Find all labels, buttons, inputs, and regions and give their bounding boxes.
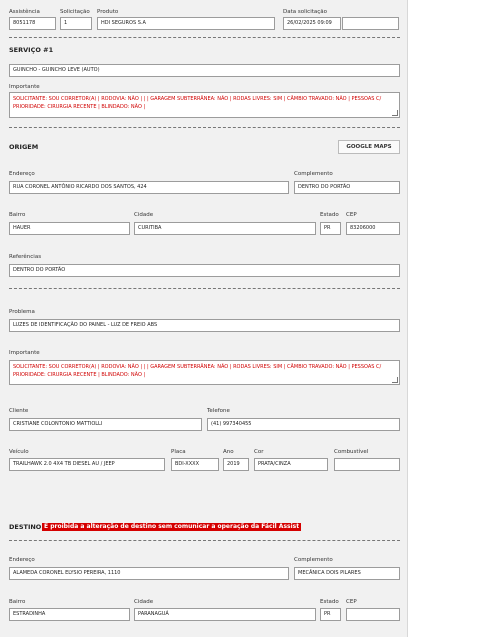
destino-cep-label: CEP [346, 599, 357, 605]
produto-label: Produto [97, 9, 119, 15]
cliente-label: Cliente [9, 408, 29, 414]
problema-importante-label: Importante [9, 350, 40, 356]
telefone-field[interactable]: (41) 997340455 [207, 418, 400, 431]
destino-bairro-label: Bairro [9, 599, 26, 605]
destino-estado-label: Estado [320, 599, 339, 605]
telefone-label: Telefone [207, 408, 230, 414]
origem-estado-label: Estado [320, 212, 339, 218]
assistencia-label: Assistência [9, 9, 40, 15]
divider [9, 127, 400, 128]
destino-complemento-field[interactable]: MECÂNICA DOIS PILARES [294, 567, 400, 580]
destino-cep-field[interactable] [346, 608, 400, 621]
origem-complemento-label: Complemento [294, 171, 333, 177]
destino-bairro-field[interactable]: ESTRADINHA [9, 608, 130, 621]
divider [9, 288, 400, 289]
placa-field[interactable]: BDI-XXXX [171, 458, 219, 471]
servico-field[interactable]: GUINCHO - GUINCHO LEVE (AUTO) [9, 64, 400, 77]
origem-cidade-label: Cidade [134, 212, 154, 218]
resize-handle-icon[interactable] [392, 377, 398, 383]
destino-estado-field[interactable]: PR [320, 608, 341, 621]
problema-importante-textarea[interactable] [9, 360, 400, 385]
combustivel-field[interactable] [334, 458, 400, 471]
assistencia-field[interactable]: 8051178 [9, 17, 56, 30]
produto-field[interactable]: HDI SEGUROS S.A [97, 17, 275, 30]
origem-title: ORIGEM [9, 143, 39, 151]
data-solicitacao-label: Data solicitação [283, 9, 328, 15]
origem-complemento-field[interactable]: DENTRO DO PORTÃO [294, 181, 400, 194]
destino-warning-badge: É proibida a alteração de destino sem comunicar a operação da Fácil Assist [44, 523, 300, 530]
divider [9, 540, 400, 541]
divider [9, 37, 400, 38]
veiculo-label: Veículo [9, 449, 29, 455]
origem-referencias-field[interactable]: DENTRO DO PORTÃO [9, 264, 400, 277]
origem-bairro-label: Bairro [9, 212, 26, 218]
origem-endereco-field[interactable]: RUA CORONEL ANTÔNIO RICARDO DOS SANTOS, 424 [9, 181, 289, 194]
cor-field[interactable]: PRATA/CINZA [254, 458, 328, 471]
origem-cep-label: CEP [346, 212, 357, 218]
placa-label: Placa [171, 449, 186, 455]
combustivel-label: Combustível [334, 449, 369, 455]
destino-endereco-field[interactable]: ALAMEDA CORONEL ELYSIO PEREIRA, 1110 [9, 567, 289, 580]
problema-importante-text: SOLICITANTE: SOU CORRETOR(A) | RODOVIA: NÃO | | | GARAGEM SUBTERRÂNEA: NÃO | RODAS LIVRES: SIM | CÂMBIO TRAVADO: NÃO | PESSOAS C/ PRIORIDADE: CIRURGIA RECENTE | BLINDADO: NÃO | [13, 364, 382, 378]
cor-label: Cor [254, 449, 264, 455]
problema-label: Problema [9, 309, 35, 315]
origem-referencias-label: Referências [9, 254, 42, 260]
ano-label: Ano [223, 449, 234, 455]
servico-title: SERVIÇO #1 [9, 46, 54, 54]
origem-endereco-label: Endereço [9, 171, 35, 177]
solicitacao-field[interactable]: 1 [60, 17, 92, 30]
problema-field[interactable]: LUZES DE IDENTIFICAÇÃO DO PAINEL - LUZ DE FREIO ABS [9, 319, 400, 332]
servico-importante-text: SOLICITANTE: SOU CORRETOR(A) | RODOVIA: NÃO | | | GARAGEM SUBTERRÂNEA: NÃO | RODAS LIVRES: SIM | CÂMBIO TRAVADO: NÃO | PESSOAS C/ PRIORIDADE: CIRURGIA RECENTE | BLINDADO: NÃO | [13, 96, 382, 110]
origem-cep-field[interactable]: 83206000 [346, 222, 400, 235]
solicitacao-label: Solicitação [60, 9, 90, 15]
veiculo-field[interactable]: TRAILHAWK 2.0 4X4 TB DIESEL AU / JEEP [9, 458, 165, 471]
destino-complemento-label: Complemento [294, 557, 333, 563]
origem-estado-field[interactable]: PR [320, 222, 341, 235]
cliente-field[interactable]: CRISTIANE COLONTONIO MATTIOLLI [9, 418, 202, 431]
resize-handle-icon[interactable] [392, 110, 398, 116]
origem-cidade-field[interactable]: CURITIBA [134, 222, 316, 235]
destino-cidade-label: Cidade [134, 599, 154, 605]
origem-bairro-field[interactable]: HAUER [9, 222, 130, 235]
servico-importante-textarea[interactable] [9, 92, 400, 118]
destino-cidade-field[interactable]: PARANAGUÁ [134, 608, 316, 621]
ano-field[interactable]: 2019 [223, 458, 249, 471]
google-maps-button[interactable]: GOOGLE MAPS [338, 140, 400, 154]
destino-title: DESTINO [9, 523, 42, 531]
destino-endereco-label: Endereço [9, 557, 35, 563]
servico-importante-label: Importante [9, 84, 40, 90]
data-solicitacao-field[interactable]: 26/02/2025 09:09 [283, 17, 341, 30]
extra-field[interactable] [342, 17, 399, 30]
